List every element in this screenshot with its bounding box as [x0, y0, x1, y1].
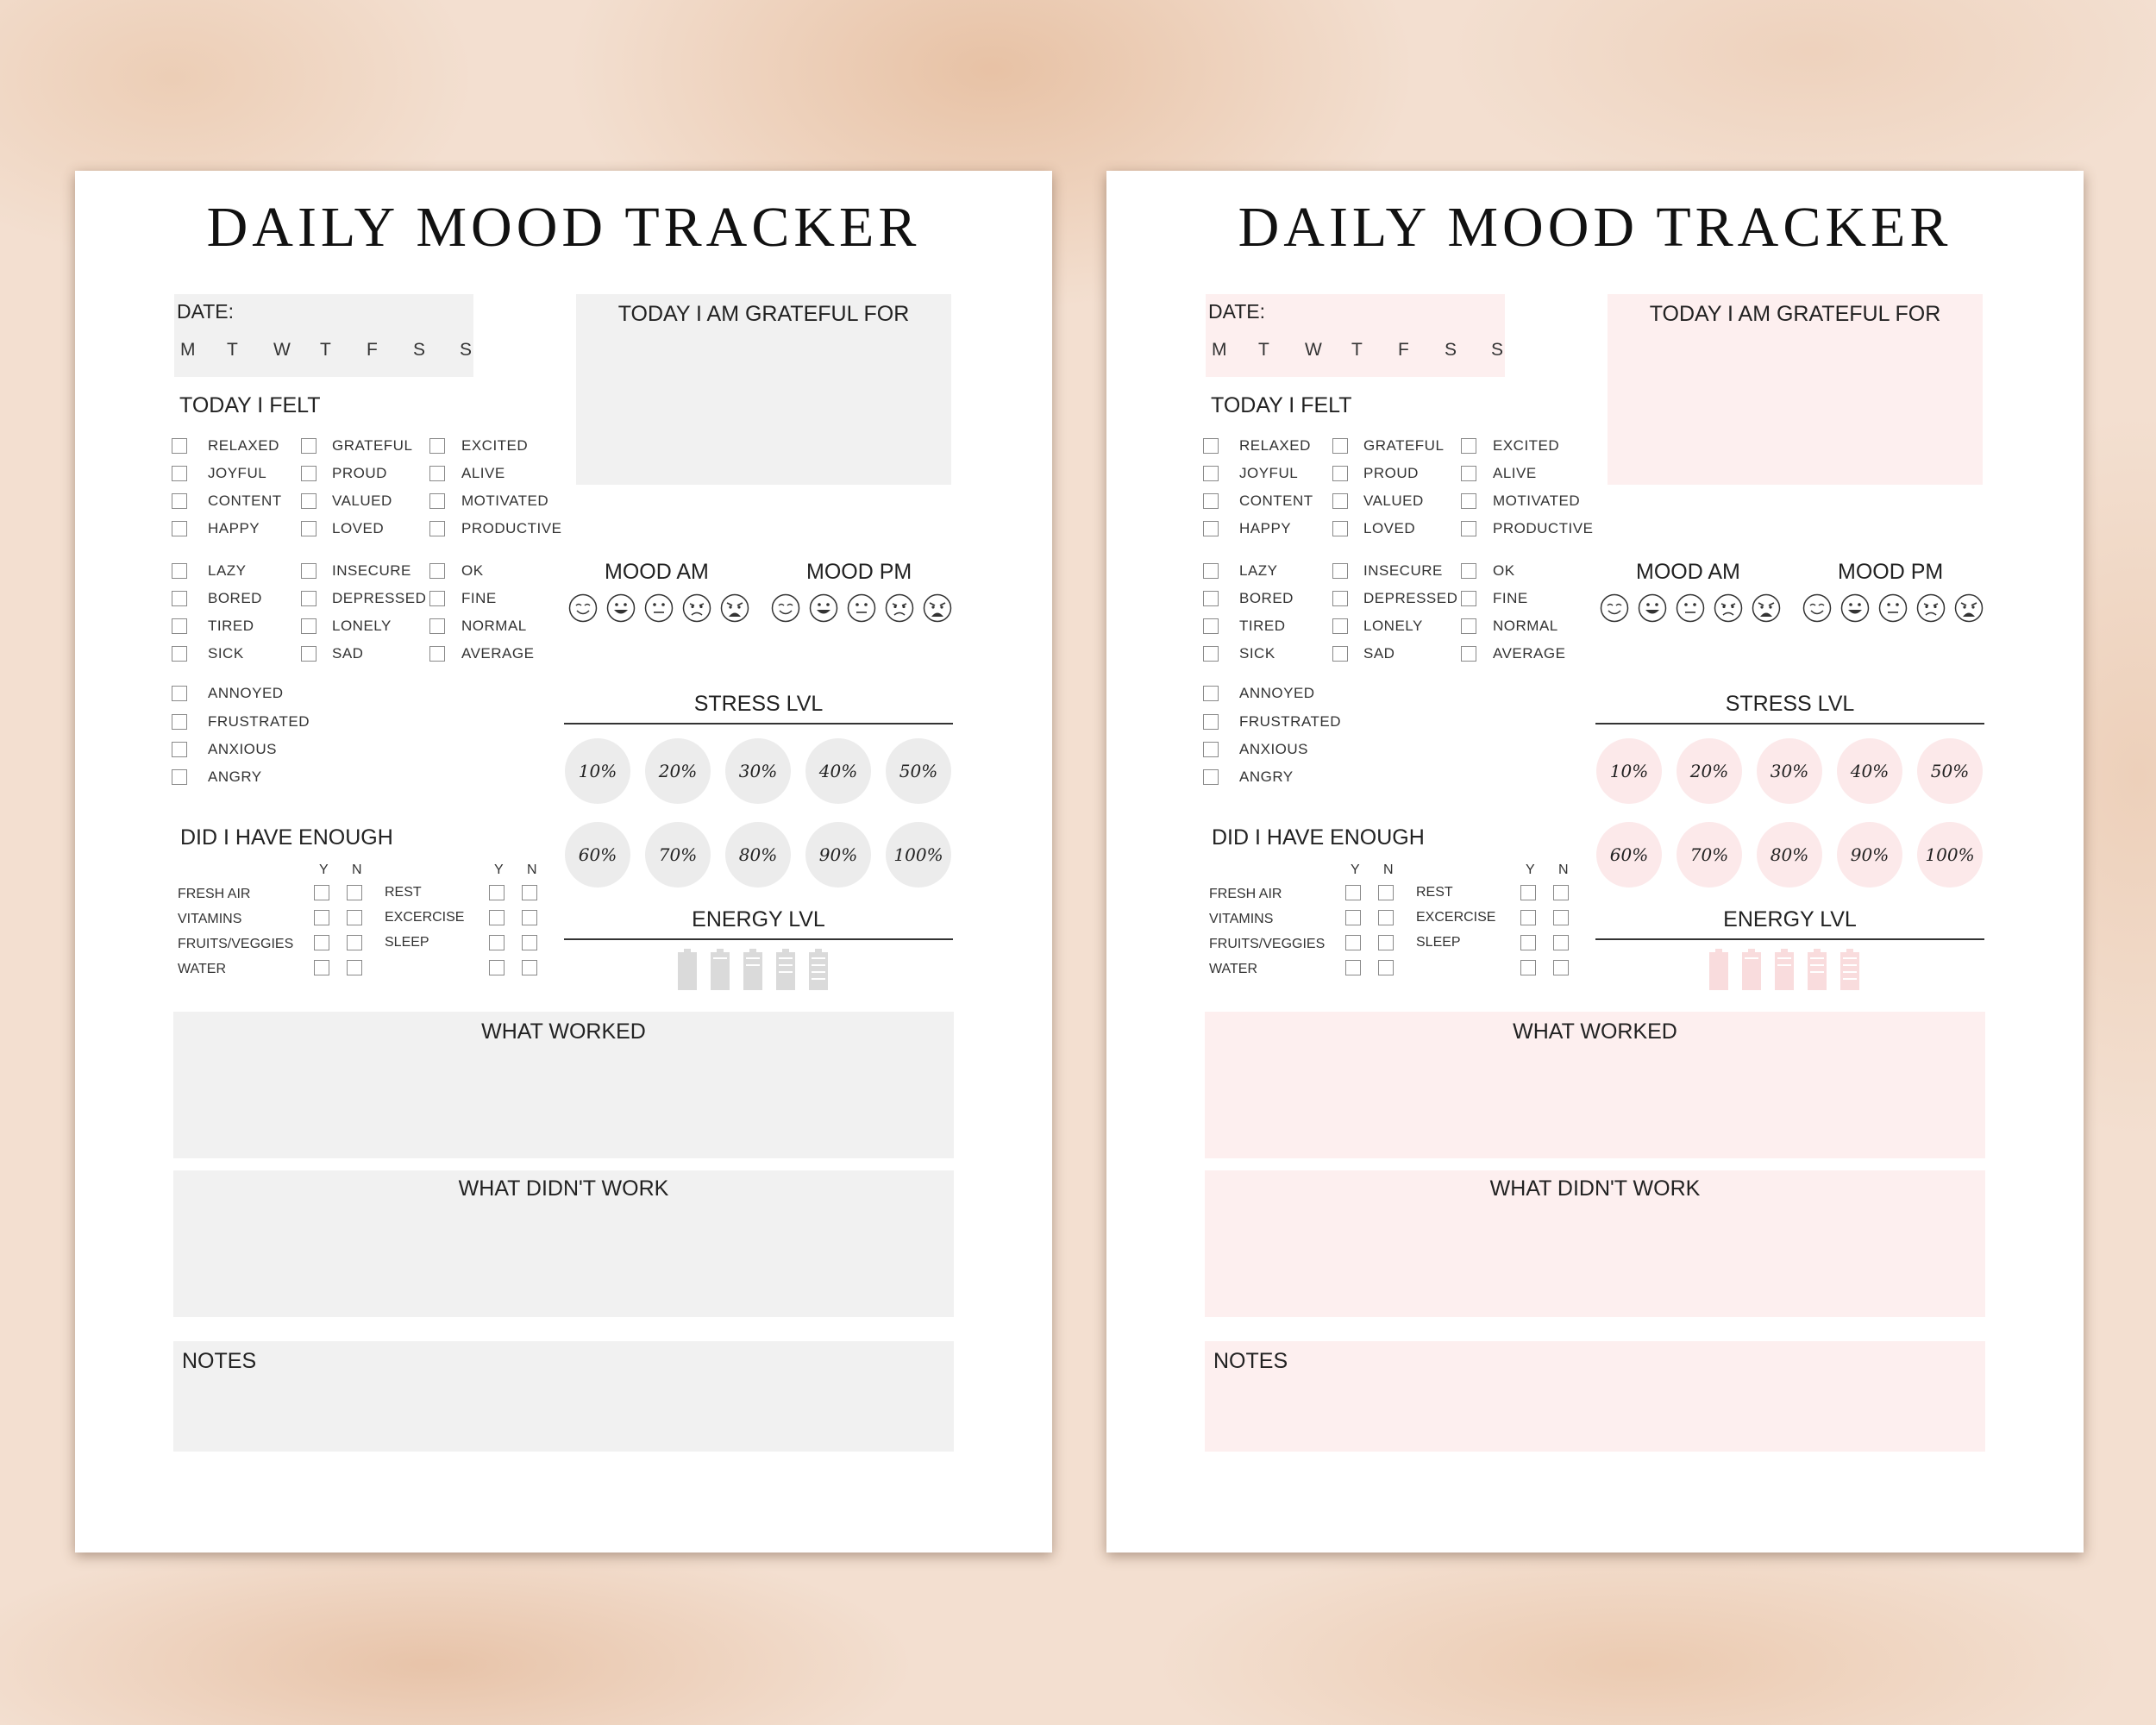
- enough-yes-checkbox[interactable]: [1520, 960, 1536, 975]
- happy-face-icon[interactable]: [606, 593, 636, 623]
- day-0[interactable]: M: [180, 340, 196, 360]
- feeling-label: TIRED: [208, 618, 254, 634]
- feeling-label: HAPPY: [208, 520, 260, 536]
- feeling-label: LONELY: [1363, 618, 1423, 634]
- feeling-label: ALIVE: [1493, 465, 1537, 481]
- stress-level-heading: STRESS LVL: [1725, 692, 1855, 716]
- no-column-label: N: [527, 862, 537, 877]
- day-2[interactable]: W: [1305, 340, 1322, 360]
- day-4[interactable]: F: [367, 340, 378, 360]
- stress-option-circle[interactable]: 90%: [1837, 822, 1902, 888]
- yes-column-label: Y: [494, 862, 504, 877]
- stress-option-circle[interactable]: 50%: [886, 738, 951, 804]
- feeling-label: ANXIOUS: [1239, 741, 1309, 757]
- feeling-checkbox[interactable]: [1203, 438, 1219, 454]
- no-column-label: N: [1558, 862, 1569, 877]
- mood-am-label: MOOD AM: [605, 560, 709, 584]
- feeling-checkbox[interactable]: [172, 563, 187, 579]
- today-felt-heading: TODAY I FELT: [179, 393, 321, 417]
- feeling-checkbox[interactable]: [172, 742, 187, 757]
- enough-yes-checkbox[interactable]: [489, 885, 505, 900]
- feeling-label: FINE: [1493, 590, 1528, 606]
- stress-option-circle[interactable]: 60%: [1596, 822, 1662, 888]
- feeling-checkbox[interactable]: [1461, 438, 1476, 454]
- feeling-label: ANGRY: [208, 768, 262, 785]
- enough-item-label: EXCERCISE: [385, 910, 465, 925]
- enough-yes-checkbox[interactable]: [489, 960, 505, 975]
- stress-level-heading: STRESS LVL: [693, 692, 824, 716]
- stress-option-circle[interactable]: 40%: [1837, 738, 1902, 804]
- enough-yes-checkbox[interactable]: [1345, 885, 1361, 900]
- feeling-checkbox[interactable]: [429, 493, 445, 509]
- enough-no-checkbox[interactable]: [1378, 960, 1394, 975]
- feeling-label: BORED: [1239, 590, 1294, 606]
- enough-yes-checkbox[interactable]: [489, 935, 505, 950]
- feeling-checkbox[interactable]: [1203, 742, 1219, 757]
- enough-yes-checkbox[interactable]: [1520, 935, 1536, 950]
- feeling-checkbox[interactable]: [1332, 646, 1348, 662]
- enough-item-label: REST: [385, 885, 422, 900]
- feeling-label: DEPRESSED: [1363, 590, 1458, 606]
- feeling-label: SICK: [208, 645, 244, 662]
- happy-face-icon[interactable]: [809, 593, 838, 623]
- neutral-face-icon[interactable]: [644, 593, 674, 623]
- feeling-checkbox[interactable]: [429, 563, 445, 579]
- feeling-checkbox[interactable]: [1332, 618, 1348, 634]
- very-happy-face-icon[interactable]: [771, 593, 800, 623]
- enough-yes-checkbox[interactable]: [314, 960, 329, 975]
- feeling-checkbox[interactable]: [1203, 646, 1219, 662]
- enough-yes-checkbox[interactable]: [1345, 960, 1361, 975]
- feeling-checkbox[interactable]: [1203, 618, 1219, 634]
- enough-item-label: EXCERCISE: [1416, 910, 1496, 925]
- feeling-label: ANXIOUS: [208, 741, 278, 757]
- enough-yes-checkbox[interactable]: [1345, 935, 1361, 950]
- feeling-label: HAPPY: [1239, 520, 1292, 536]
- stress-option-circle[interactable]: 90%: [805, 822, 871, 888]
- feeling-checkbox[interactable]: [301, 438, 317, 454]
- feeling-label: ANNOYED: [208, 685, 284, 701]
- feeling-label: VALUED: [1363, 492, 1424, 509]
- feeling-checkbox[interactable]: [1461, 618, 1476, 634]
- energy-divider: [1595, 938, 1984, 940]
- day-3[interactable]: T: [320, 340, 331, 360]
- feeling-checkbox[interactable]: [301, 646, 317, 662]
- feeling-label: SAD: [1363, 645, 1395, 662]
- very-happy-face-icon[interactable]: [1600, 593, 1629, 623]
- did-i-have-enough-heading: DID I HAVE ENOUGH: [180, 825, 393, 850]
- feeling-label: LOVED: [332, 520, 385, 536]
- energy-divider: [564, 938, 953, 940]
- stress-option-circle[interactable]: 100%: [886, 822, 951, 888]
- enough-item-label: WATER: [178, 962, 226, 976]
- notes-box[interactable]: [173, 1341, 954, 1452]
- mood-am-label: MOOD AM: [1636, 560, 1740, 584]
- feeling-checkbox[interactable]: [172, 714, 187, 730]
- yes-column-label: Y: [1351, 862, 1360, 877]
- feeling-label: MOTIVATED: [1493, 492, 1581, 509]
- feeling-checkbox[interactable]: [172, 618, 187, 634]
- feeling-checkbox[interactable]: [429, 591, 445, 606]
- feeling-label: FRUSTRATED: [208, 713, 310, 730]
- planner-sheet-gray: [75, 171, 1052, 1552]
- feeling-label: JOYFUL: [208, 465, 267, 481]
- feeling-checkbox[interactable]: [1203, 466, 1219, 481]
- feeling-checkbox[interactable]: [1461, 591, 1476, 606]
- very-happy-face-icon[interactable]: [568, 593, 598, 623]
- stress-option-circle[interactable]: 40%: [805, 738, 871, 804]
- enough-yes-checkbox[interactable]: [314, 910, 329, 925]
- enough-no-checkbox[interactable]: [347, 960, 362, 975]
- feeling-checkbox[interactable]: [1332, 563, 1348, 579]
- very-happy-face-icon[interactable]: [1802, 593, 1832, 623]
- feeling-checkbox[interactable]: [429, 646, 445, 662]
- enough-yes-checkbox[interactable]: [489, 910, 505, 925]
- feeling-label: NORMAL: [461, 618, 527, 634]
- battery-level-1-icon[interactable]: [1709, 949, 1728, 990]
- battery-level-4-icon[interactable]: [1808, 949, 1827, 990]
- stress-option-circle[interactable]: 60%: [565, 822, 630, 888]
- enough-item-label: VITAMINS: [178, 912, 242, 926]
- feeling-label: DEPRESSED: [332, 590, 427, 606]
- feeling-label: VALUED: [332, 492, 392, 509]
- what-worked-label: WHAT WORKED: [481, 1019, 646, 1044]
- no-column-label: N: [1383, 862, 1394, 877]
- neutral-face-icon[interactable]: [1676, 593, 1705, 623]
- stress-option-circle[interactable]: 50%: [1917, 738, 1983, 804]
- feeling-label: PRODUCTIVE: [1493, 520, 1594, 536]
- enough-no-checkbox[interactable]: [1553, 910, 1569, 925]
- day-4[interactable]: F: [1398, 340, 1409, 360]
- feeling-checkbox[interactable]: [1203, 563, 1219, 579]
- enough-item-label: FRESH AIR: [1209, 887, 1282, 901]
- feeling-label: PRODUCTIVE: [461, 520, 562, 536]
- feeling-label: LAZY: [1239, 562, 1278, 579]
- enough-no-checkbox[interactable]: [1553, 935, 1569, 950]
- what-worked-label: WHAT WORKED: [1513, 1019, 1677, 1044]
- angry-face-icon[interactable]: [1752, 593, 1781, 623]
- day-2[interactable]: W: [273, 340, 291, 360]
- feeling-label: RELAXED: [1239, 437, 1311, 454]
- notes-box[interactable]: [1205, 1341, 1985, 1452]
- stress-option-circle[interactable]: 80%: [725, 822, 791, 888]
- feeling-checkbox[interactable]: [1203, 521, 1219, 536]
- feeling-checkbox[interactable]: [301, 563, 317, 579]
- feeling-label: ANNOYED: [1239, 685, 1315, 701]
- feeling-checkbox[interactable]: [429, 521, 445, 536]
- feeling-checkbox[interactable]: [1332, 521, 1348, 536]
- date-label: DATE:: [177, 300, 235, 323]
- feeling-checkbox[interactable]: [429, 618, 445, 634]
- feeling-label: AVERAGE: [461, 645, 535, 662]
- battery-level-2-icon[interactable]: [711, 949, 730, 990]
- feeling-checkbox[interactable]: [1203, 686, 1219, 701]
- feeling-label: ANGRY: [1239, 768, 1294, 785]
- enough-item-label: FRUITS/VEGGIES: [1209, 937, 1326, 951]
- stress-option-circle[interactable]: 30%: [1757, 738, 1822, 804]
- neutral-face-icon[interactable]: [1878, 593, 1908, 623]
- feeling-checkbox[interactable]: [1461, 466, 1476, 481]
- feeling-label: PROUD: [332, 465, 387, 481]
- feeling-label: OK: [461, 562, 484, 579]
- battery-level-3-icon[interactable]: [743, 949, 762, 990]
- enough-item-label: WATER: [1209, 962, 1257, 976]
- angry-face-icon[interactable]: [923, 593, 952, 623]
- feeling-checkbox[interactable]: [1203, 769, 1219, 785]
- enough-no-checkbox[interactable]: [1378, 935, 1394, 950]
- feeling-label: FRUSTRATED: [1239, 713, 1342, 730]
- enough-no-checkbox[interactable]: [522, 935, 537, 950]
- day-0[interactable]: M: [1212, 340, 1227, 360]
- angry-face-icon[interactable]: [720, 593, 749, 623]
- feeling-label: INSECURE: [332, 562, 411, 579]
- feeling-checkbox[interactable]: [1332, 438, 1348, 454]
- day-1[interactable]: T: [1258, 340, 1269, 360]
- date-label: DATE:: [1208, 300, 1266, 323]
- battery-level-5-icon[interactable]: [1840, 949, 1859, 990]
- enough-no-checkbox[interactable]: [347, 910, 362, 925]
- feeling-checkbox[interactable]: [1461, 646, 1476, 662]
- feeling-checkbox[interactable]: [172, 438, 187, 454]
- feeling-label: MOTIVATED: [461, 492, 549, 509]
- enough-no-checkbox[interactable]: [1378, 885, 1394, 900]
- feeling-label: LAZY: [208, 562, 247, 579]
- did-i-have-enough-heading: DID I HAVE ENOUGH: [1212, 825, 1425, 850]
- day-1[interactable]: T: [227, 340, 238, 360]
- feeling-checkbox[interactable]: [1332, 493, 1348, 509]
- feeling-label: GRATEFUL: [332, 437, 413, 454]
- feeling-label: LONELY: [332, 618, 392, 634]
- what-didnt-work-label: WHAT DIDN'T WORK: [458, 1176, 669, 1201]
- enough-item-label: REST: [1416, 885, 1453, 900]
- battery-level-5-icon[interactable]: [809, 949, 828, 990]
- feeling-label: LOVED: [1363, 520, 1416, 536]
- stress-option-circle[interactable]: 30%: [725, 738, 791, 804]
- feeling-label: EXCITED: [461, 437, 529, 454]
- sad-face-icon[interactable]: [885, 593, 914, 623]
- enough-item-label: SLEEP: [1416, 935, 1461, 950]
- feeling-label: CONTENT: [1239, 492, 1313, 509]
- feeling-checkbox[interactable]: [1461, 493, 1476, 509]
- feeling-label: PROUD: [1363, 465, 1419, 481]
- yes-column-label: Y: [319, 862, 329, 877]
- feeling-label: EXCITED: [1493, 437, 1560, 454]
- feeling-label: RELAXED: [208, 437, 279, 454]
- feeling-checkbox[interactable]: [172, 493, 187, 509]
- grateful-label: TODAY I AM GRATEFUL FOR: [1649, 302, 1941, 326]
- happy-face-icon[interactable]: [1840, 593, 1870, 623]
- feeling-label: FINE: [461, 590, 497, 606]
- enough-no-checkbox[interactable]: [1378, 910, 1394, 925]
- enough-item-label: SLEEP: [385, 935, 429, 950]
- stress-option-circle[interactable]: 70%: [1677, 822, 1742, 888]
- angry-face-icon[interactable]: [1954, 593, 1984, 623]
- feeling-checkbox[interactable]: [301, 493, 317, 509]
- mood-pm-label: MOOD PM: [806, 560, 912, 584]
- stress-option-circle[interactable]: 70%: [645, 822, 711, 888]
- feeling-label: ALIVE: [461, 465, 505, 481]
- feeling-checkbox[interactable]: [301, 521, 317, 536]
- page-title: DAILY MOOD TRACKER: [206, 196, 921, 259]
- enough-item-label: VITAMINS: [1209, 912, 1274, 926]
- feeling-label: NORMAL: [1493, 618, 1558, 634]
- feeling-checkbox[interactable]: [1332, 591, 1348, 606]
- feeling-checkbox[interactable]: [1203, 493, 1219, 509]
- notes-label: NOTES: [1213, 1349, 1288, 1373]
- feeling-checkbox[interactable]: [429, 466, 445, 481]
- enough-no-checkbox[interactable]: [522, 885, 537, 900]
- feeling-label: SICK: [1239, 645, 1275, 662]
- battery-level-2-icon[interactable]: [1742, 949, 1761, 990]
- battery-level-4-icon[interactable]: [776, 949, 795, 990]
- sad-face-icon[interactable]: [1916, 593, 1946, 623]
- energy-level-heading: ENERGY LVL: [1723, 907, 1857, 932]
- feeling-label: GRATEFUL: [1363, 437, 1445, 454]
- feeling-checkbox[interactable]: [1461, 521, 1476, 536]
- stress-option-circle[interactable]: 20%: [1677, 738, 1742, 804]
- enough-no-checkbox[interactable]: [1553, 960, 1569, 975]
- enough-no-checkbox[interactable]: [522, 960, 537, 975]
- feeling-checkbox[interactable]: [301, 618, 317, 634]
- day-3[interactable]: T: [1351, 340, 1363, 360]
- happy-face-icon[interactable]: [1638, 593, 1667, 623]
- enough-yes-checkbox[interactable]: [1520, 910, 1536, 925]
- feeling-checkbox[interactable]: [1203, 591, 1219, 606]
- stress-divider: [564, 723, 953, 724]
- stress-option-circle[interactable]: 80%: [1757, 822, 1822, 888]
- no-column-label: N: [352, 862, 362, 877]
- enough-no-checkbox[interactable]: [1553, 885, 1569, 900]
- feeling-label: SAD: [332, 645, 364, 662]
- feeling-checkbox[interactable]: [172, 769, 187, 785]
- stress-option-circle[interactable]: 20%: [645, 738, 711, 804]
- enough-yes-checkbox[interactable]: [1520, 885, 1536, 900]
- today-felt-heading: TODAY I FELT: [1211, 393, 1352, 417]
- sad-face-icon[interactable]: [682, 593, 711, 623]
- battery-level-3-icon[interactable]: [1775, 949, 1794, 990]
- feeling-checkbox[interactable]: [1461, 563, 1476, 579]
- notes-label: NOTES: [182, 1349, 257, 1373]
- feeling-checkbox[interactable]: [172, 686, 187, 701]
- feeling-checkbox[interactable]: [172, 521, 187, 536]
- enough-yes-checkbox[interactable]: [1345, 910, 1361, 925]
- enough-no-checkbox[interactable]: [347, 885, 362, 900]
- feeling-checkbox[interactable]: [172, 466, 187, 481]
- enough-yes-checkbox[interactable]: [314, 935, 329, 950]
- enough-yes-checkbox[interactable]: [314, 885, 329, 900]
- stress-option-circle[interactable]: 100%: [1917, 822, 1983, 888]
- feeling-checkbox[interactable]: [172, 646, 187, 662]
- planner-sheet-pink: [1106, 171, 2084, 1552]
- feeling-checkbox[interactable]: [172, 591, 187, 606]
- feeling-checkbox[interactable]: [1332, 466, 1348, 481]
- day-6[interactable]: S: [1491, 340, 1504, 360]
- stress-divider: [1595, 723, 1984, 724]
- energy-level-heading: ENERGY LVL: [692, 907, 825, 932]
- enough-no-checkbox[interactable]: [347, 935, 362, 950]
- feeling-checkbox[interactable]: [301, 591, 317, 606]
- day-5[interactable]: S: [413, 340, 426, 360]
- stress-option-circle[interactable]: 10%: [1596, 738, 1662, 804]
- feeling-checkbox[interactable]: [301, 466, 317, 481]
- feeling-label: OK: [1493, 562, 1515, 579]
- neutral-face-icon[interactable]: [847, 593, 876, 623]
- mood-pm-label: MOOD PM: [1838, 560, 1944, 584]
- grateful-label: TODAY I AM GRATEFUL FOR: [617, 302, 910, 326]
- feeling-label: CONTENT: [208, 492, 282, 509]
- sad-face-icon[interactable]: [1714, 593, 1743, 623]
- stress-option-circle[interactable]: 10%: [565, 738, 630, 804]
- what-didnt-work-label: WHAT DIDN'T WORK: [1489, 1176, 1701, 1201]
- feeling-label: INSECURE: [1363, 562, 1443, 579]
- battery-level-1-icon[interactable]: [678, 949, 697, 990]
- feeling-checkbox[interactable]: [1203, 714, 1219, 730]
- feeling-label: JOYFUL: [1239, 465, 1299, 481]
- feeling-label: TIRED: [1239, 618, 1286, 634]
- enough-item-label: FRESH AIR: [178, 887, 251, 901]
- feeling-checkbox[interactable]: [429, 438, 445, 454]
- day-5[interactable]: S: [1445, 340, 1457, 360]
- yes-column-label: Y: [1526, 862, 1535, 877]
- day-6[interactable]: S: [460, 340, 473, 360]
- feeling-label: AVERAGE: [1493, 645, 1566, 662]
- enough-item-label: FRUITS/VEGGIES: [178, 937, 294, 951]
- page-title: DAILY MOOD TRACKER: [1238, 196, 1952, 259]
- enough-no-checkbox[interactable]: [522, 910, 537, 925]
- feeling-label: BORED: [208, 590, 262, 606]
